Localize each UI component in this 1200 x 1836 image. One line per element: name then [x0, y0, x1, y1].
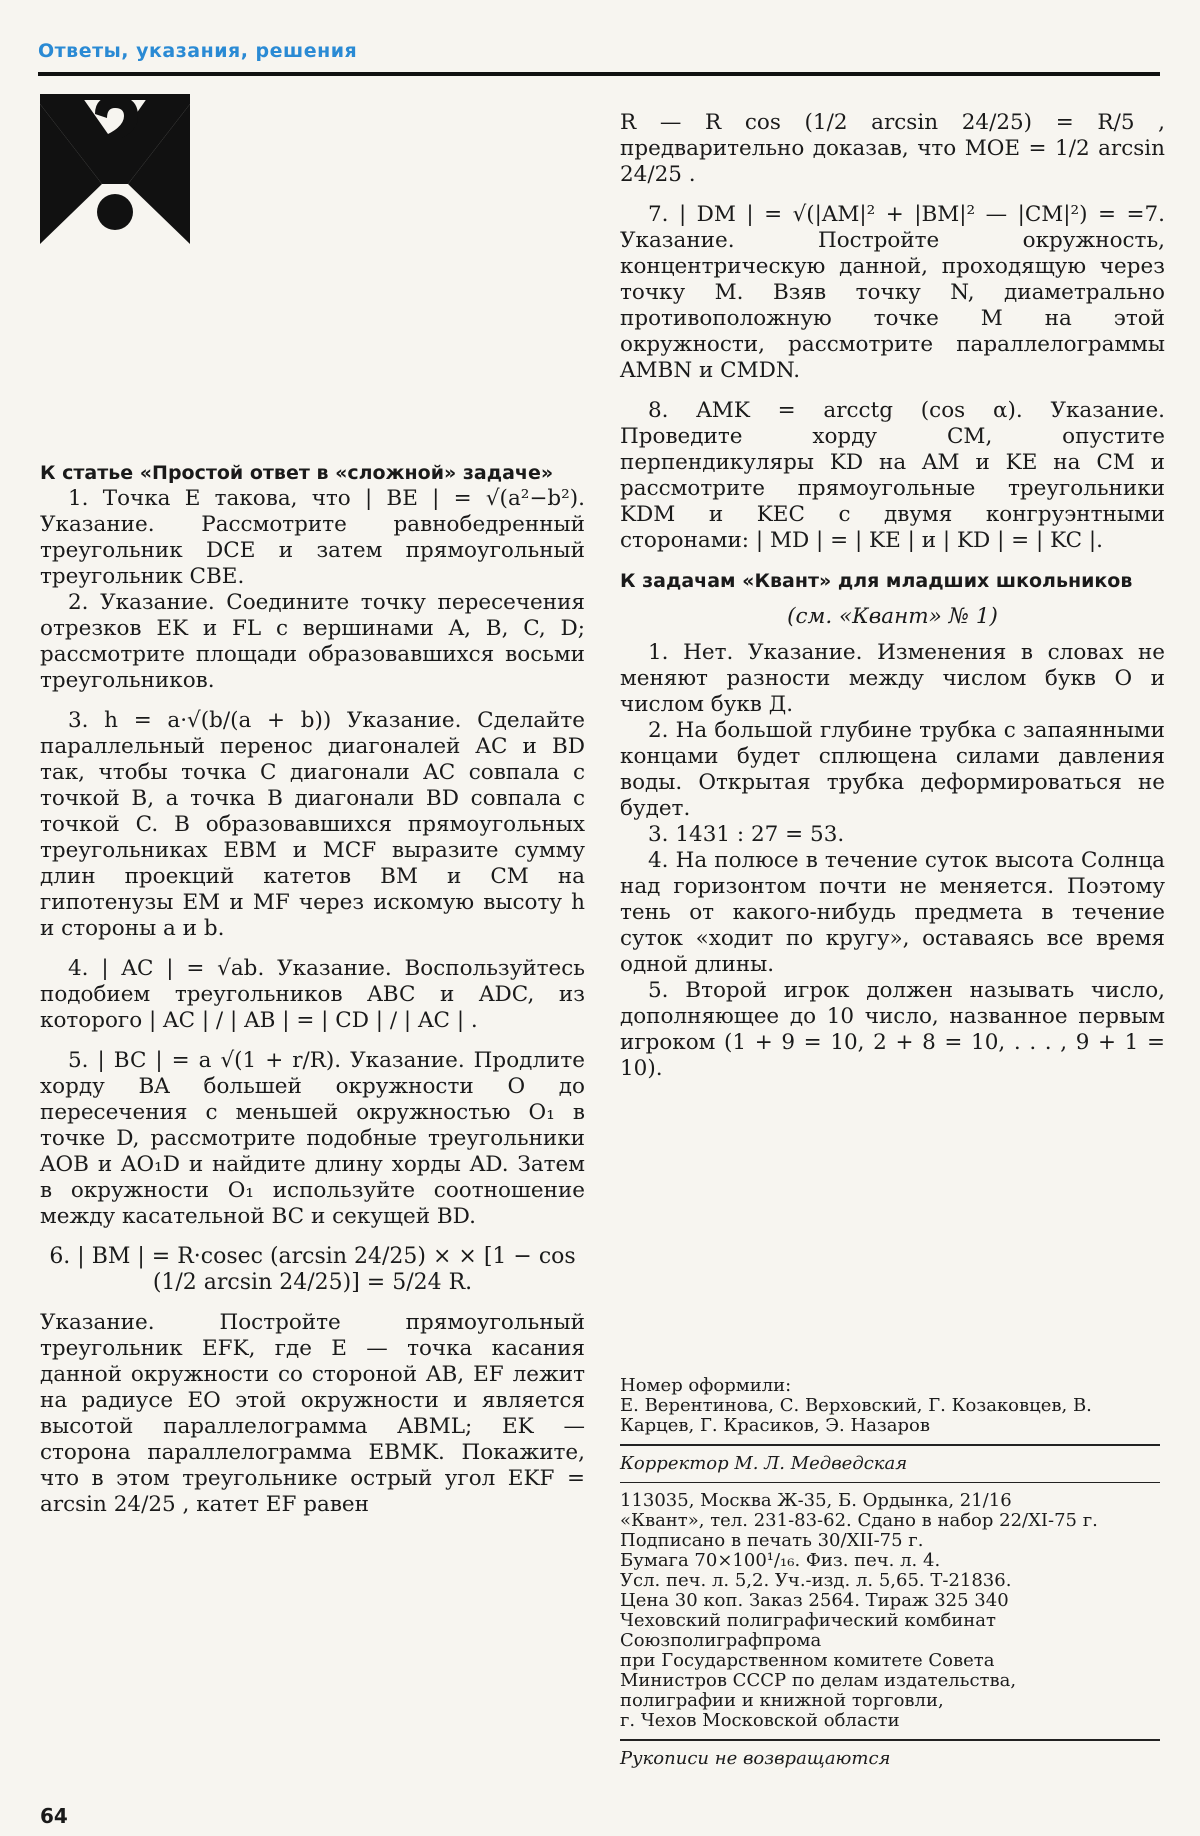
imprint-line: 113035, Москва Ж-35, Б. Ордынка, 21/16	[620, 1490, 1012, 1511]
section-heading: К задачам «Квант» для младших школьников	[620, 570, 1133, 592]
answer-item: 5. | BC | = a √(1 + r/R). Указание. Продлите хорду BA большей окружности O до пересечения с меньшей окружностью O₁ в точке D, рассмотрите подобные треугольники AOB и AO₁D и найдите длину хорды AD. Затем в окружности O₁ используйте соотношение между касательной BC и секущей BD.	[40, 1048, 585, 1229]
imprint-line: Министров СССР по делам издательства,	[620, 1670, 1017, 1691]
manuscript-note: Рукописи не возвращаются	[620, 1747, 891, 1769]
imprint-line: полиграфии и книжной торговли,	[620, 1690, 944, 1711]
answer-item: 4. На полюсе в течение суток высота Солнца над горизонтом почти не меняется. Поэтому тень от какого-нибудь предмета в течение суток «ходит по кругу», оставаясь все время одной длины.	[620, 848, 1165, 977]
imprint-line: Цена 30 коп. Заказ 2564. Тираж 325 340	[620, 1590, 1009, 1611]
credits-block	[620, 1376, 1160, 1769]
answer-item: 7. | DM | = √(|AM|² + |BM|² — |CM|²) = =7. Указание. Постройте окружность, концентрическую данной, проходящую через точку M. Взяв точку N, диаметрально противоположную точке M на этой окружности, рассмотрите параллелограммы AMBN и CMDN.	[620, 202, 1165, 383]
imprint-line: Чеховский полиграфический комбинат	[620, 1610, 996, 1631]
imprint-line: «Квант», тел. 231-83-62. Сдано в набор 22/XI-75 г.	[620, 1510, 1098, 1531]
answer-item: 1. Нет. Указание. Изменения в словах не меняют разности между числом букв О и числом букв Д.	[620, 640, 1165, 717]
answer-item: 2. На большой глубине трубка с запаянными концами будет сплющена силами давления воды. Открытая трубка деформироваться не будет.	[620, 718, 1165, 821]
page-number: 64	[40, 1804, 68, 1828]
imprint-line: г. Чехов Московской области	[620, 1710, 900, 1731]
answer-item: 8. AMK = arcctg (cos α). Указание. Проведите хорду CM, опустите перпендикуляры KD на AM и KE на CM и рассмотрите прямоугольные треугольники KDM и KEC с двумя конгруэнтными сторонами: | MD | = | KE | и | KD | = | KC |.	[620, 398, 1165, 553]
imprint-line: Союзполиграфпрома	[620, 1630, 822, 1651]
imprint-line: Бумага 70×100¹/₁₆. Физ. печ. л. 4.	[620, 1550, 941, 1571]
divider	[620, 1444, 1160, 1446]
section-header: Ответы, указания, решения	[38, 40, 358, 62]
answer-item: 2. Указание. Соедините точку пересечения отрезков EK и FL с вершинами A, B, C, D; рассмотрите площади образовавшихся восьми треугольников.	[40, 590, 585, 693]
divider	[620, 1482, 1160, 1484]
answer-item: 5. Второй игрок должен называть число, дополняющее до 10 число, названное первым игроком (1 + 9 = 10, 2 + 8 = 10, . . . , 9 + 1 = 10).	[620, 978, 1165, 1081]
corrector: Корректор М. Л. Медведская	[620, 1452, 908, 1474]
section-heading: К статье «Простой ответ в «сложной» задаче»	[40, 462, 554, 484]
right-column	[620, 110, 1165, 1082]
designers: Е. Верентинова, С. Верховский, Г. Козаковцев, В. Карцев, Г. Красиков, Э. Назаров	[620, 1395, 1092, 1436]
answer-item: 3. 1431 : 27 = 53.	[648, 822, 845, 847]
answer-item: 3. h = a·√(b/(a + b)) Указание. Сделайте параллельный перенос диагоналей AC и BD так, чтобы точка C диагонали AC совпала с точкой B, а точка B диагонали BD совпала с точкой C. В образовавшихся прямоугольных треугольниках EBM и MCF выразите сумму длин проекций катетов BM и CM на гипотенузы EM и MF через искомую высоту h и стороны a и b.	[40, 708, 585, 941]
answer-item: Указание. Постройте прямоугольный треугольник EFK, где E — точка касания данной окружности со стороной AB, EF лежит на радиусе EO этой окружности и является высотой параллелограмма ABML; EK — сторона параллелограмма EBMK. Покажите, что в этом треугольнике острый угол EKF = arcsin 24/25 , катет EF равен	[40, 1310, 585, 1517]
imprint-line: Подписано в печать 30/XII-75 г.	[620, 1530, 924, 1551]
left-column	[40, 460, 585, 1518]
formula: 6. | BM | = R·cosec (arcsin 24/25) × × [1 − cos (1/2 arcsin 24/25)] = 5/24 R.	[49, 1244, 576, 1295]
imprint-line: при Государственном комитете Совета	[620, 1650, 995, 1671]
answer-item: 1. Точка E такова, что | BE | = √(a²−b²). Указание. Рассмотрите равнобедренный треугольник DCE и затем прямоугольный треугольник CBE.	[40, 486, 585, 589]
answer-item: R — R cos (1/2 arcsin 24/25) = R/5 , предварительно доказав, что MOE = 1/2 arcsin 24/25 .	[620, 110, 1165, 187]
imprint-line: Усл. печ. л. 5,2. Уч.-изд. л. 5,65. Т-21836.	[620, 1570, 1012, 1591]
subheading: (см. «Квант» № 1)	[787, 604, 998, 629]
divider	[620, 1739, 1160, 1741]
answer-item: 4. | AC | = √ab. Указание. Воспользуйтесь подобием треугольников ABC и ADC, из которого | AC | / | AB | = | CD | / | AC | .	[40, 956, 585, 1033]
question-mark-logo-icon	[40, 94, 190, 244]
header-rule	[38, 72, 1160, 76]
designed-by-label: Номер оформили:	[620, 1375, 792, 1396]
